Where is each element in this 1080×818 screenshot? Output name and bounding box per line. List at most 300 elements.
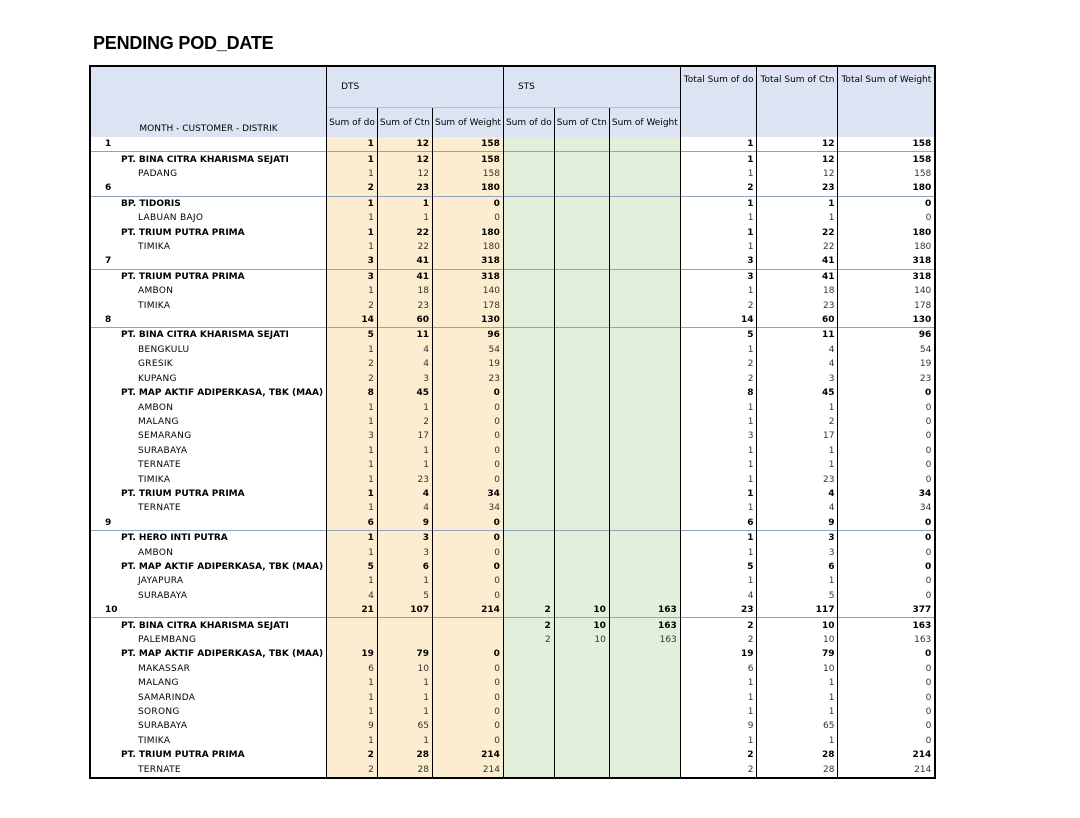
sts-ctn-cell [554, 705, 609, 719]
total-ctn-cell: 4 [757, 487, 838, 501]
dts-do-cell: 2 [327, 762, 378, 777]
sts-do-cell [503, 530, 554, 545]
sts-weight-cell [609, 719, 680, 733]
row-label: JAYAPURA [138, 576, 184, 587]
row-label: PT. TRIUM PUTRA PRIMA [121, 227, 245, 238]
total-weight-cell: 0 [838, 589, 935, 603]
dts-weight-cell: 34 [433, 487, 504, 501]
total-do-cell: 9 [680, 719, 757, 733]
sts-sum-do-header: Sum of do [503, 108, 554, 138]
total-do-cell: 2 [680, 633, 757, 647]
dts-weight-cell: 0 [433, 444, 504, 458]
dts-do-cell: 14 [327, 313, 378, 328]
dts-ctn-cell: 41 [377, 269, 432, 284]
row-label: MAKASSAR [138, 663, 191, 674]
dts-weight-cell: 158 [433, 152, 504, 167]
total-weight-cell: 214 [838, 748, 935, 762]
total-weight-cell: 0 [838, 516, 935, 531]
dts-weight-cell: 0 [433, 589, 504, 603]
total-do-cell: 1 [680, 167, 757, 181]
dts-weight-cell: 0 [433, 719, 504, 733]
sts-do-cell [503, 574, 554, 588]
sts-do-cell [503, 560, 554, 574]
dts-do-cell: 8 [327, 386, 378, 400]
total-ctn-cell: 23 [757, 181, 838, 196]
dts-do-cell: 1 [327, 545, 378, 559]
dts-do-cell: 2 [327, 357, 378, 371]
customer-row [90, 560, 935, 574]
total-weight-cell: 180 [838, 240, 935, 254]
dts-ctn-cell: 22 [377, 225, 432, 239]
total-weight-cell: 180 [838, 181, 935, 196]
total-ctn-cell: 28 [757, 748, 838, 762]
dts-weight-cell: 178 [433, 298, 504, 312]
sts-ctn-cell [554, 386, 609, 400]
total-ctn-cell: 1 [757, 734, 838, 748]
dts-ctn-cell: 4 [377, 343, 432, 357]
total-do-cell: 1 [680, 501, 757, 515]
row-label: 8 [105, 315, 112, 326]
customer-row [90, 647, 935, 661]
dts-weight-cell: 130 [433, 313, 504, 328]
total-ctn-cell: 23 [757, 472, 838, 486]
dts-do-cell: 1 [327, 530, 378, 545]
sts-ctn-cell [554, 719, 609, 733]
total-weight-cell: 318 [838, 269, 935, 284]
dts-ctn-cell: 1 [377, 705, 432, 719]
sts-ctn-cell [554, 501, 609, 515]
dts-ctn-cell: 3 [377, 530, 432, 545]
sts-weight-cell [609, 181, 680, 196]
customer-row [90, 152, 935, 167]
dts-weight-cell: 23 [433, 372, 504, 386]
dts-weight-cell: 0 [433, 647, 504, 661]
total-weight-cell: 0 [838, 196, 935, 211]
dts-ctn-cell: 1 [377, 444, 432, 458]
customer-row [90, 487, 935, 501]
dts-ctn-cell: 1 [377, 574, 432, 588]
month-row [90, 181, 935, 196]
row-label: TIMIKA [138, 474, 171, 485]
dts-ctn-cell: 4 [377, 487, 432, 501]
sts-weight-cell [609, 444, 680, 458]
district-row [90, 501, 935, 515]
total-do-cell: 2 [680, 357, 757, 371]
sts-do-cell [503, 748, 554, 762]
dts-ctn-cell: 23 [377, 472, 432, 486]
sts-do-cell [503, 298, 554, 312]
dts-do-cell: 2 [327, 372, 378, 386]
total-ctn-cell: 4 [757, 343, 838, 357]
sts-do-cell [503, 137, 554, 152]
dts-do-cell: 1 [327, 690, 378, 704]
dts-do-cell: 6 [327, 662, 378, 676]
dts-do-cell: 1 [327, 167, 378, 181]
row-label: PT. TRIUM PUTRA PRIMA [90, 269, 327, 284]
sts-do-cell [503, 196, 554, 211]
sts-ctn-cell [554, 328, 609, 343]
row-label: SAMARINDA [138, 692, 196, 703]
row-label: TIMIKA [138, 735, 171, 746]
sts-weight-cell [609, 530, 680, 545]
row-label: BENGKULU [138, 344, 190, 355]
total-do-cell: 19 [680, 647, 757, 661]
dts-ctn-cell: 22 [377, 240, 432, 254]
sts-ctn-cell [554, 458, 609, 472]
row-label: SURABAYA [138, 445, 188, 456]
dts-ctn-cell: 18 [377, 284, 432, 298]
sts-ctn-cell [554, 647, 609, 661]
dts-ctn-cell: 1 [377, 196, 432, 211]
sts-ctn-cell [554, 240, 609, 254]
customer-row [90, 530, 935, 545]
dts-do-cell: 1 [327, 501, 378, 515]
total-do-cell: 2 [680, 762, 757, 777]
row-label: PT. TRIUM PUTRA PRIMA [121, 750, 245, 761]
dts-ctn-cell: 12 [377, 167, 432, 181]
dts-weight-cell: 180 [433, 181, 504, 196]
sts-weight-cell [609, 343, 680, 357]
total-weight-cell: 214 [838, 762, 935, 777]
total-weight-cell: 0 [838, 444, 935, 458]
row-label: PT. HERO INTI PUTRA [90, 530, 327, 545]
dts-ctn-cell: 3 [377, 372, 432, 386]
sts-ctn-cell [554, 372, 609, 386]
sts-ctn-cell [554, 574, 609, 588]
dts-do-cell: 4 [327, 589, 378, 603]
sts-do-cell [503, 545, 554, 559]
row-label: TIMIKA [138, 300, 171, 311]
dts-weight-cell: 214 [433, 603, 504, 618]
dts-weight-cell: 0 [433, 530, 504, 545]
sts-ctn-cell [554, 254, 609, 269]
sts-weight-cell [609, 284, 680, 298]
sts-ctn-cell [554, 211, 609, 225]
row-label: LABUAN BAJO [138, 213, 204, 224]
sts-weight-cell [609, 415, 680, 429]
sts-do-cell [503, 690, 554, 704]
dts-weight-cell: 0 [433, 400, 504, 414]
dts-weight-cell: 19 [433, 357, 504, 371]
sts-do-cell [503, 444, 554, 458]
district-row [90, 284, 935, 298]
sts-weight-cell [609, 501, 680, 515]
dts-ctn-cell: 12 [377, 152, 432, 167]
dts-ctn-cell [377, 633, 432, 647]
sts-weight-cell [609, 313, 680, 328]
row-label: BP. TIDORIS [90, 196, 327, 211]
dts-do-cell: 1 [327, 574, 378, 588]
dts-do-cell: 1 [327, 211, 378, 225]
district-row [90, 472, 935, 486]
dts-do-cell: 3 [327, 254, 378, 269]
sts-do-cell [503, 762, 554, 777]
total-weight-cell: 158 [838, 152, 935, 167]
total-weight-cell: 0 [838, 560, 935, 574]
sts-do-cell [503, 487, 554, 501]
row-label: AMBON [138, 547, 174, 558]
customer-row [90, 269, 935, 284]
sts-weight-cell: 163 [609, 618, 680, 633]
dts-weight-cell: 0 [433, 560, 504, 574]
dts-ctn-cell: 1 [377, 734, 432, 748]
total-ctn-cell: 1 [757, 574, 838, 588]
dts-do-cell: 1 [327, 472, 378, 486]
sts-weight-cell [609, 400, 680, 414]
sts-weight-cell: 163 [609, 603, 680, 618]
total-do-cell: 2 [680, 298, 757, 312]
sts-ctn-cell [554, 748, 609, 762]
sts-weight-cell [609, 167, 680, 181]
district-row [90, 719, 935, 733]
row-label: MALANG [138, 416, 179, 427]
total-weight-cell: 0 [838, 472, 935, 486]
district-row [90, 211, 935, 225]
dts-do-cell: 1 [327, 240, 378, 254]
sts-weight-cell [609, 748, 680, 762]
total-ctn-cell: 17 [757, 429, 838, 443]
total-do-cell: 8 [680, 386, 757, 400]
row-label: 7 [105, 256, 112, 267]
total-ctn-cell: 1 [757, 400, 838, 414]
sts-do-cell [503, 589, 554, 603]
sts-ctn-cell [554, 762, 609, 777]
total-do-cell: 1 [680, 152, 757, 167]
total-ctn-cell: 1 [757, 458, 838, 472]
dts-weight-cell: 0 [433, 705, 504, 719]
customer-row [90, 748, 935, 762]
dts-do-cell: 2 [327, 181, 378, 196]
sts-weight-cell [609, 269, 680, 284]
sts-do-cell [503, 225, 554, 239]
total-do-cell: 14 [680, 313, 757, 328]
sts-weight-cell: 163 [609, 633, 680, 647]
header-row-groups [90, 66, 935, 108]
total-weight-cell: 158 [838, 167, 935, 181]
district-row [90, 372, 935, 386]
dts-ctn-cell: 23 [377, 181, 432, 196]
sts-weight-cell [609, 225, 680, 239]
row-label: TERNATE [138, 460, 181, 471]
dts-weight-cell: 0 [433, 472, 504, 486]
dts-do-cell: 1 [327, 196, 378, 211]
dts-do-cell: 1 [327, 225, 378, 239]
sts-weight-cell [609, 137, 680, 152]
district-row [90, 734, 935, 748]
sts-ctn-cell [554, 284, 609, 298]
dts-do-cell: 3 [327, 269, 378, 284]
sts-ctn-cell [554, 343, 609, 357]
total-ctn-cell: 10 [757, 618, 838, 633]
pivot-table-container [89, 65, 936, 779]
dts-weight-cell: 180 [433, 225, 504, 239]
total-ctn-cell: 2 [757, 415, 838, 429]
dts-ctn-cell: 1 [377, 676, 432, 690]
total-do-cell: 1 [680, 487, 757, 501]
total-do-cell: 1 [680, 137, 757, 152]
sts-weight-cell [609, 472, 680, 486]
total-do-cell: 2 [680, 618, 757, 633]
row-header-label: MONTH - CUSTOMER - DISTRIK [90, 66, 327, 137]
month-row [90, 603, 935, 618]
total-ctn-cell: 1 [757, 705, 838, 719]
total-weight-cell: 158 [838, 137, 935, 152]
sts-weight-cell [609, 690, 680, 704]
customer-row [90, 618, 935, 633]
total-ctn-cell: 60 [757, 313, 838, 328]
total-do-cell: 1 [680, 400, 757, 414]
dts-do-cell: 1 [327, 343, 378, 357]
sts-do-cell: 2 [503, 603, 554, 618]
total-weight-cell: 34 [838, 487, 935, 501]
dts-do-cell: 2 [327, 748, 378, 762]
dts-sum-do-header: Sum of do [327, 108, 378, 138]
total-ctn-cell: 12 [757, 152, 838, 167]
sts-ctn-cell [554, 357, 609, 371]
row-label: 10 [105, 605, 118, 616]
dts-weight-cell: 158 [433, 167, 504, 181]
sts-ctn-cell [554, 137, 609, 152]
dts-ctn-cell: 23 [377, 298, 432, 312]
dts-ctn-cell: 60 [377, 313, 432, 328]
row-label: TERNATE [138, 503, 181, 514]
customer-row [90, 386, 935, 400]
total-ctn-cell: 22 [757, 225, 838, 239]
total-ctn-cell: 79 [757, 647, 838, 661]
customer-row [90, 328, 935, 343]
total-do-cell: 2 [680, 181, 757, 196]
sts-do-cell [503, 705, 554, 719]
total-ctn-cell: 45 [757, 386, 838, 400]
total-do-cell: 1 [680, 211, 757, 225]
dts-ctn-cell: 1 [377, 458, 432, 472]
month-row [90, 137, 935, 152]
page-title: PENDING POD_DATE [93, 33, 274, 53]
sts-ctn-cell [554, 545, 609, 559]
row-label: PT. BINA CITRA KHARISMA SEJATI [90, 152, 327, 167]
dts-weight-cell: 34 [433, 501, 504, 515]
sts-do-cell [503, 647, 554, 661]
total-ctn-cell: 23 [757, 298, 838, 312]
total-do-cell: 1 [680, 458, 757, 472]
total-do-cell: 2 [680, 748, 757, 762]
district-row [90, 444, 935, 458]
sts-weight-cell [609, 762, 680, 777]
dts-weight-cell: 0 [433, 545, 504, 559]
district-row [90, 589, 935, 603]
district-row [90, 662, 935, 676]
total-weight-cell: 0 [838, 574, 935, 588]
district-row [90, 633, 935, 647]
total-ctn-cell: 10 [757, 633, 838, 647]
total-ctn-cell: 9 [757, 516, 838, 531]
total-weight-cell: 0 [838, 676, 935, 690]
sts-ctn-cell [554, 167, 609, 181]
sts-ctn-cell [554, 269, 609, 284]
total-ctn-cell: 12 [757, 167, 838, 181]
sts-weight-cell [609, 705, 680, 719]
pivot-table [89, 65, 936, 779]
dts-do-cell: 1 [327, 284, 378, 298]
sts-do-cell [503, 357, 554, 371]
total-weight-cell: 0 [838, 647, 935, 661]
sts-ctn-cell [554, 560, 609, 574]
total-ctn-cell: 28 [757, 762, 838, 777]
sts-sum-ctn-header: Sum of Ctn [554, 108, 609, 138]
dts-ctn-cell: 79 [377, 647, 432, 661]
sts-ctn-cell [554, 734, 609, 748]
dts-do-cell: 1 [327, 415, 378, 429]
dts-do-cell: 5 [327, 560, 378, 574]
total-ctn-cell: 41 [757, 269, 838, 284]
district-row [90, 429, 935, 443]
dts-weight-cell: 0 [433, 429, 504, 443]
total-weight-cell: 23 [838, 372, 935, 386]
dts-ctn-cell: 3 [377, 545, 432, 559]
sts-ctn-cell [554, 472, 609, 486]
sts-ctn-cell: 10 [554, 618, 609, 633]
total-weight-cell: 0 [838, 458, 935, 472]
total-weight-cell: 19 [838, 357, 935, 371]
total-header-weight: Total Sum of Weight [838, 66, 935, 137]
total-header-do: Total Sum of do [680, 66, 757, 137]
district-row [90, 400, 935, 414]
sts-do-cell [503, 458, 554, 472]
total-weight-cell: 0 [838, 662, 935, 676]
total-do-cell: 1 [680, 690, 757, 704]
group-header-dts: DTS [327, 66, 504, 108]
dts-do-cell: 2 [327, 298, 378, 312]
dts-weight-cell: 214 [433, 748, 504, 762]
district-row [90, 167, 935, 181]
sts-ctn-cell [554, 429, 609, 443]
sts-do-cell [503, 313, 554, 328]
dts-weight-cell: 0 [433, 386, 504, 400]
dts-do-cell: 1 [327, 152, 378, 167]
total-weight-cell: 0 [838, 530, 935, 545]
dts-do-cell: 19 [327, 647, 378, 661]
total-ctn-cell: 5 [757, 589, 838, 603]
sts-do-cell [503, 372, 554, 386]
row-label: MALANG [138, 678, 179, 689]
dts-do-cell: 1 [327, 676, 378, 690]
dts-weight-cell: 140 [433, 284, 504, 298]
pivot-table-body [90, 137, 935, 778]
sts-weight-cell [609, 458, 680, 472]
total-weight-cell: 318 [838, 254, 935, 269]
total-do-cell: 5 [680, 560, 757, 574]
total-ctn-cell: 1 [757, 196, 838, 211]
dts-do-cell: 5 [327, 328, 378, 343]
row-label: PADANG [138, 169, 178, 180]
sts-do-cell [503, 662, 554, 676]
total-weight-cell: 163 [838, 618, 935, 633]
total-do-cell: 5 [680, 328, 757, 343]
sts-ctn-cell [554, 676, 609, 690]
dts-ctn-cell: 2 [377, 415, 432, 429]
total-ctn-cell: 3 [757, 530, 838, 545]
row-label: 1 [105, 139, 112, 150]
sts-ctn-cell [554, 313, 609, 328]
total-ctn-cell: 3 [757, 545, 838, 559]
sts-weight-cell [609, 734, 680, 748]
sts-ctn-cell [554, 196, 609, 211]
total-weight-cell: 0 [838, 386, 935, 400]
sts-do-cell [503, 211, 554, 225]
dts-weight-cell: 0 [433, 211, 504, 225]
total-ctn-cell: 4 [757, 501, 838, 515]
total-do-cell: 1 [680, 444, 757, 458]
